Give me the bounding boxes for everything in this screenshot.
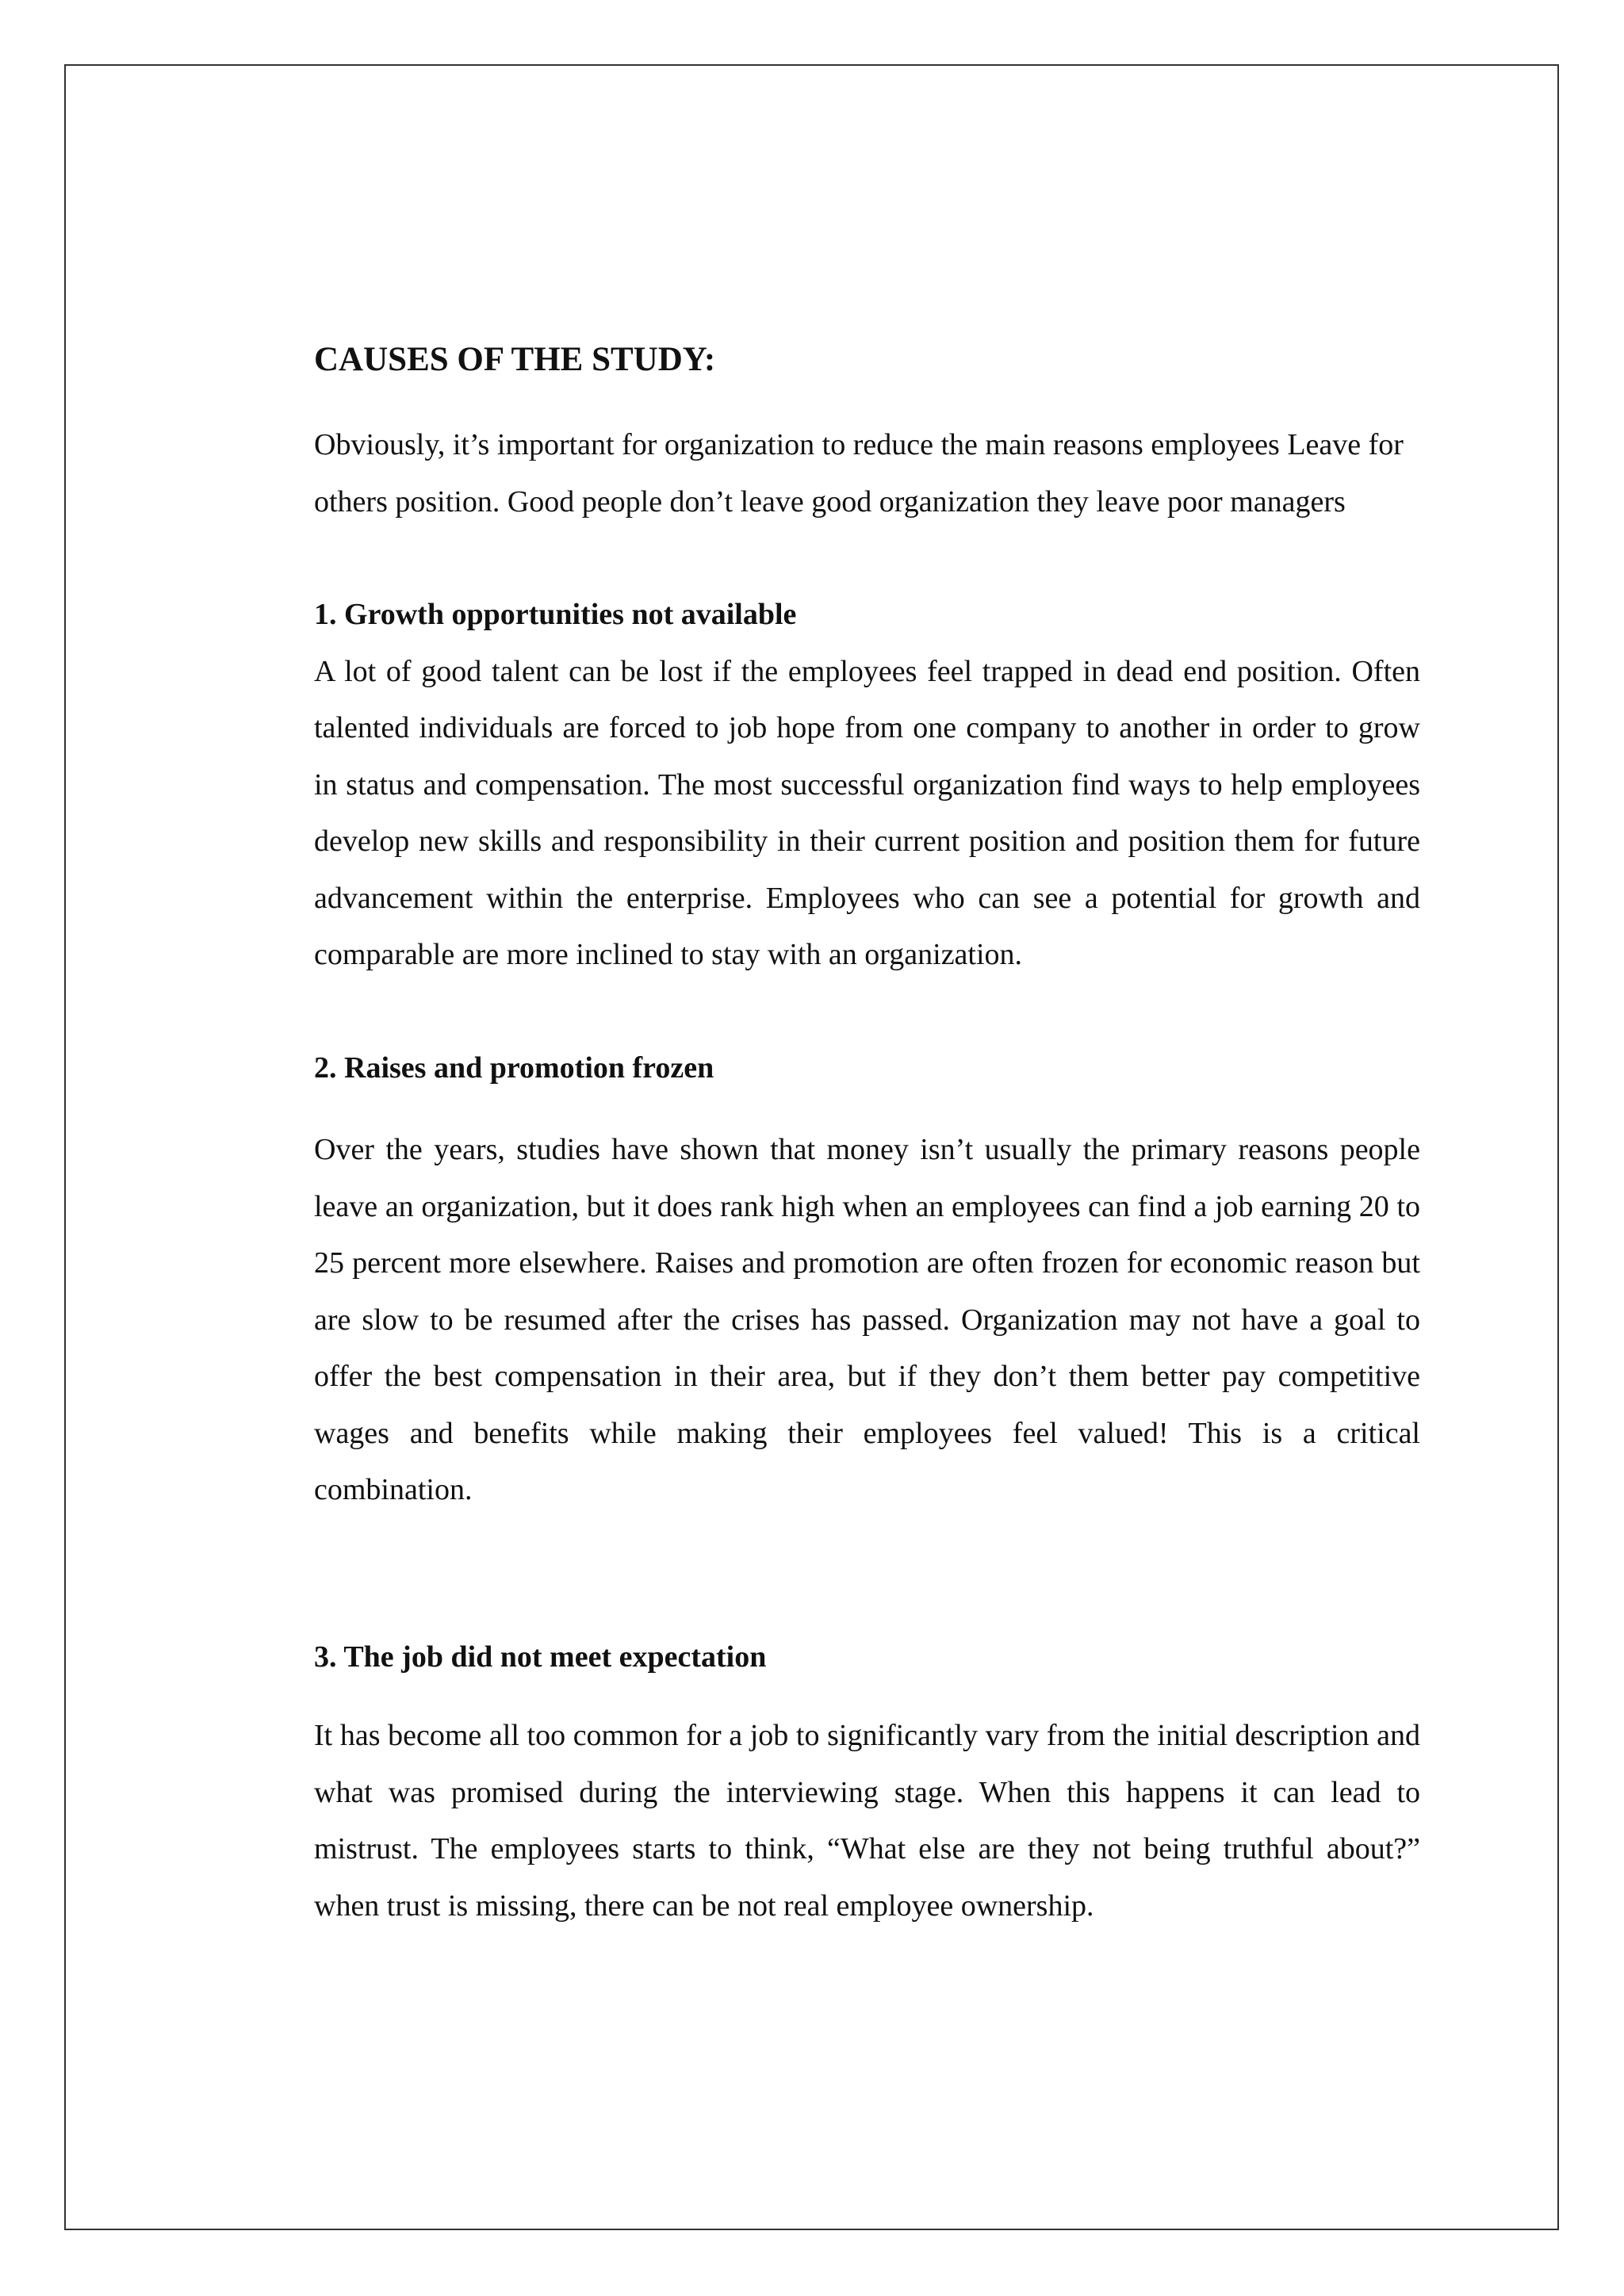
- spacer: [314, 984, 1420, 1040]
- spacer: [314, 1519, 1420, 1629]
- page-content: [314, 333, 1420, 1934]
- spacer: [314, 1096, 1420, 1122]
- section-body-expectation: It has become all too common for a job to significantly vary from the initial description and what was promised during the interviewing stage. When this happens it can lead to mistrust. The employees starts to think, “What else are they not being truthful about?” when trust is missing, there can be not real employee ownership.: [314, 1719, 1420, 1923]
- intro-paragraph: Obviously, it’s important for organization to reduce the main reasons employees Leave for others position. Good people don’t leave good organization they leave poor managers: [314, 428, 1404, 519]
- section-body-raises: Over the years, studies have shown that money isn’t usually the primary reasons people leave an organization, but it does rank high when an employees can find a job earning 20 to 25 percent more elsewhere. Raises and promotion are often frozen for economic reason but are slow to be resumed after the crises has passed. Organization may not have a goal to offer the best compensation in their area, but if they don’t them better pay competitive wages and benefits while making their employees feel valued! This is a critical combination.: [314, 1133, 1420, 1506]
- document-title: CAUSES OF THE STUDY:: [314, 341, 716, 378]
- section-heading-raises: 2. Raises and promotion frozen: [314, 1050, 714, 1085]
- section-heading-growth: 1. Growth opportunities not available: [314, 598, 797, 631]
- spacer: [314, 530, 1420, 587]
- section-heading-expectation: 3. The job did not meet expectation: [314, 1640, 767, 1674]
- spacer: [314, 1686, 1420, 1708]
- section-body-growth: A lot of good talent can be lost if the employees feel trapped in dead end position. Often talented individuals are forced to job hope from one company to another in order to grow in status and compensation. The most successful organization find ways to help employees develop new skills and responsibility in their current position and position them for future advancement within the enterprise. Employees who can see a potential for growth and comparable are more inclined to stay with an organization.: [314, 654, 1420, 971]
